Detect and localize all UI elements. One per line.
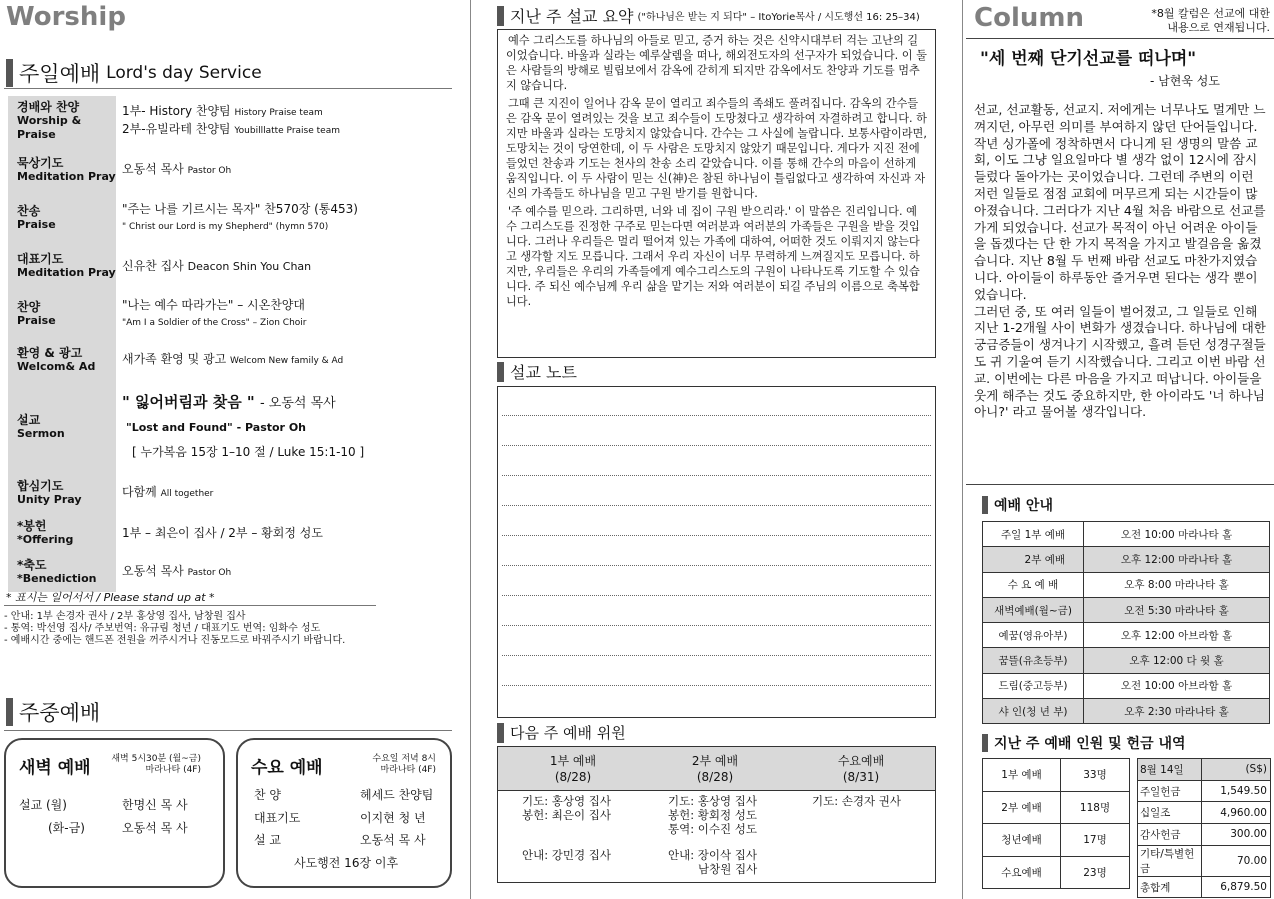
worship-title: Worship: [6, 2, 126, 32]
services-heading: [982, 495, 1053, 515]
section-rule: [966, 484, 1274, 485]
offering-row: 기타/특별헌금 70.00: [1138, 845, 1271, 876]
next-col-head: 1부 예배 (8/28): [549, 754, 597, 784]
order-value-sub: " Christ our Lord is my Shepherd" (hymn 570): [122, 222, 329, 232]
note-line: - 예배시간 중에는 핸드폰 전원을 꺼주시거나 진동모드로 바꿔주시기 바랍니다.: [4, 635, 346, 646]
weekday-service-heading: [6, 697, 100, 727]
order-label-ko: 찬송: [17, 204, 41, 218]
order-label: [8, 290, 116, 338]
order-value-sub: Youbilllatte Praise team: [234, 126, 340, 136]
sermon-notes-heading: [497, 360, 577, 383]
next-week-table: [497, 746, 936, 883]
sermon-summary-box: [497, 29, 936, 358]
order-value-main: 1부 – 최은이 집사 / 2부 – 황회정 성도: [122, 526, 323, 540]
note-line: [502, 445, 931, 446]
order-value: [116, 146, 452, 194]
order-value: [116, 242, 452, 290]
note-line: [502, 685, 931, 686]
order-value-main: "나는 예수 따라가는" – 시온찬양대: [122, 298, 305, 312]
next-col-3: 기도: 손경자 권사: [812, 794, 901, 808]
order-label-ko: 경배와 찬양: [17, 100, 80, 114]
wed-row: 설 교: [254, 833, 281, 847]
order-label: [8, 472, 116, 514]
order-value: [116, 194, 452, 242]
service-times-table: [982, 521, 1270, 724]
order-row-choir: [8, 290, 452, 338]
wed-row: 대표기도: [254, 811, 301, 825]
order-value-sub: Pastor Oh: [187, 568, 232, 578]
offering-row: 주일헌금 1,549.50: [1138, 780, 1271, 802]
next-col-1-usher: 안내: 강민경 집사: [522, 848, 611, 862]
order-label-en: Praise: [17, 218, 56, 231]
sermon-title-en: "Lost and Found" - Pastor Oh: [126, 421, 306, 434]
sermon-title: " 잃어버림과 찾음 " - 오동석 목사: [122, 393, 336, 411]
attendance-row: 청년예배 17명: [983, 824, 1130, 857]
offering-table: [1137, 758, 1271, 898]
heading-rule: [966, 38, 1274, 39]
section-bar: [982, 734, 988, 752]
dawn-row-value: 한명신 목 사: [122, 798, 188, 812]
sunday-service-heading: [6, 58, 262, 88]
order-value-main: 신유찬 집사: [122, 258, 184, 273]
order-value-main: 다함께: [122, 485, 157, 499]
note-line: [502, 595, 931, 596]
offering-row: 총합계 6,879.50: [1138, 876, 1271, 898]
wednesday-service-title: 수요 예배: [251, 758, 323, 778]
service-row: 2부 예배 오후 12:00 마라나타 홀: [983, 547, 1270, 572]
order-label-ko: 묵상기도: [17, 156, 64, 170]
dawn-row-value: 오동석 목 사: [122, 821, 188, 835]
order-row-prayer: [8, 242, 452, 290]
order-value-sub: All together: [160, 489, 214, 499]
stand-up-note: * 표시는 일어서서 / Please stand up at *: [6, 591, 215, 604]
announcement-notes: [4, 611, 345, 647]
service-row: 꿈뜰(유초등부) 오후 12:00 다 윗 홀: [983, 648, 1270, 673]
note-line: [502, 415, 931, 416]
order-value-main: 2부-유빌라테 찬양팀: [122, 122, 231, 136]
order-label-ko: *봉헌: [17, 519, 47, 533]
heading-rule: [4, 88, 452, 89]
next-week-header: [498, 747, 935, 791]
service-row: 드림(중고등부) 오전 10:00 아브라함 홀: [983, 673, 1270, 698]
order-label: [8, 514, 116, 552]
column-author: - 남현욱 성도: [1150, 74, 1220, 88]
section-bar: [497, 6, 504, 26]
order-row-hymn: [8, 194, 452, 242]
summary-subtitle: ("하나님은 받는 지 되다" – ItoYorie목사 / 시도행선 16: 25–34): [637, 12, 920, 23]
attendance-table: [982, 758, 1130, 889]
note-line: [502, 655, 931, 656]
attendance-row: 1부 예배 33명: [983, 759, 1130, 792]
order-label-ko: 대표기도: [17, 252, 64, 266]
order-label-en: Meditation Pray: [17, 266, 116, 279]
summary-heading: [497, 4, 920, 27]
service-row: 샤 인(청 년 부) 오후 2:30 마라나타 홀: [983, 699, 1270, 724]
order-label: [8, 338, 116, 382]
next-col-1: 기도: 홍상영 집사 봉헌: 최은이 집사: [522, 794, 611, 822]
next-col-2-usher: 안내: 장이삭 집사 남창원 집사: [668, 848, 758, 876]
wed-scripture: 사도행전 16장 이후: [294, 856, 399, 870]
order-label: [8, 552, 116, 592]
section-bar: [497, 723, 504, 743]
summary-title: 지난 주 설교 요약: [510, 7, 634, 26]
order-label-ko: 찬양: [17, 300, 41, 314]
note-rule: [4, 605, 376, 606]
section-bar: [982, 496, 988, 514]
order-value: [116, 96, 452, 146]
note-line: - 통역: 박선영 집사/ 주보번역: 유규림 청년 / 대표기도 번역: 임화수 성도: [4, 623, 321, 634]
order-value: [116, 552, 452, 592]
dawn-service-title: 새벽 예배: [19, 758, 91, 778]
column-title: Column: [974, 3, 1084, 33]
dawn-service-time: 새벽 5시30분 (월~금) 마라나타 (4F): [111, 754, 201, 775]
order-label-en: *Offering: [17, 533, 74, 546]
order-row-meditation: [8, 146, 452, 194]
services-title: 예배 안내: [994, 498, 1053, 514]
order-label-en: Meditation Pray: [17, 170, 116, 183]
heading-rule: [4, 730, 452, 731]
weekday-service-title: 주중예배: [19, 701, 101, 725]
column-paragraph: 선교, 선교활동, 선교지. 저에게는 너무나도 멀게만 느껴지던, 아무런 의미를 부여하지 않던 단어들입니다.: [974, 102, 1266, 134]
order-label-ko: *축도: [17, 558, 47, 572]
order-value-main: 오동석 목사: [122, 162, 184, 176]
note-line: [502, 565, 931, 566]
section-bar: [6, 59, 13, 87]
wed-row: 찬 양: [254, 788, 281, 802]
service-row: 수 요 예 배 오후 8:00 마라나타 홀: [983, 572, 1270, 597]
note-line: [502, 475, 931, 476]
order-value: [116, 472, 452, 514]
wednesday-service-box: [236, 738, 452, 888]
column-paragraph: 그러던 중, 또 여러 일들이 벌어졌고, 그 일들로 인해 지난 1-2개월 사이 변화가 생겼습니다. 하나님에 대한 궁금증들이 생겨나기 시작했고, 흘려 듣던 성경구절들도 귀 기울여 듣기 시작했습니다. 그리고 이번 바람 선교. 이번에는 다른 마음을 가지고 떠납니다. 아이들을 웃게 해주는 것도 중요하지만, 한 아이라도 '너 하나님 아니?' 라고 물어볼 생각입니다.: [974, 303, 1266, 420]
sunday-service-title-en: Lord's day Service: [106, 63, 262, 83]
order-label-ko: 설교: [17, 413, 41, 427]
service-row: 주일 1부 예배 오전 10:00 마라나타 홀: [983, 522, 1270, 547]
section-bar: [497, 362, 504, 382]
sermon-preacher: - 오동석 목사: [259, 396, 336, 411]
order-value-main: 1부- History 찬양팀: [122, 104, 231, 118]
order-label: [8, 146, 116, 194]
note-line: [502, 535, 931, 536]
next-col-head: 2부 예배 (8/28): [691, 754, 739, 784]
order-row-worship: [8, 96, 452, 146]
sermon-notes-box[interactable]: [497, 386, 936, 718]
column-headline: "세 번째 단기선교를 떠나며": [980, 49, 1197, 69]
order-value-sub: History Praise team: [234, 108, 323, 118]
order-row-offering: [8, 514, 452, 552]
order-value-sub: "Am I a Soldier of the Cross" – Zion Choir: [122, 318, 307, 328]
sermon-notes-title: 설교 노트: [510, 363, 577, 382]
order-row-unity: [8, 472, 452, 514]
order-value: [116, 382, 452, 472]
attendance-row: 수요예배 23명: [983, 856, 1130, 889]
service-order-table: [8, 96, 452, 592]
summary-paragraph: '주 예수를 믿으라. 그리하면, 너와 네 집이 구원 받으리라.' 이 말씀은 진리입니다. 예수 그리스도를 진정한 구주로 믿는다면 여러분과 여러분의 가족들은 구원을 받을 것입니다. 그러나 우리들은 멀리 떨어져 있는 가족에 대하여, 어떠한 것도 이뤄지지 않는다고 생각할 지도 모릅니다. 그래서 우리 자신이 너무 무력하게 느껴질지도 모릅니다. 하지만, 우리들은 우리의 가족들에게 예수그리스도의 구원이 나타나도록 기도할 수 있습니다. 주 되신 예수님께 우리 삶을 맡기는 저와 여러분이 되길 주님의 이름으로 축복합니다.: [506, 205, 920, 308]
order-label: [8, 96, 116, 146]
wed-row-value: 오동석 목 사: [360, 833, 426, 847]
column-paragraph: 작년 싱가폴에 정착하면서 다니게 된 생명의 말씀 교회, 이도 그냥 일요일마다 별 생각 없이 12시에 잠시 들렀다 돌아가는 곳이었습니다. 그런데 주변의 이런 저런 일들로 점점 교회에 머무르게 되는 시간들이 많아졌습니다. 그러다가 지난 4월 처음 바람으로 선교를 가게 되었습니다. 선교가 목적이 아닌 어려운 아이들을 돕겠다는 단 한 가지 목적을 가지고 발걸음을 옮겼습니다. 지난 8월 두 번째 바람 선교도 마찬가지였습니다. 아이들이 하루동안 즐거우면 된다는 생각 뿐이었습니다.: [974, 135, 1266, 302]
order-label: [8, 382, 116, 472]
order-value-main: "주는 나를 기르시는 목자" 찬570장 (통453): [122, 202, 358, 216]
sermon-reference: [ 누가복음 15장 1–10 절 / Luke 15:1-10 ]: [132, 445, 365, 459]
service-row: 새벽예배(월~금) 오전 5:30 마라나타 홀: [983, 597, 1270, 622]
next-week-heading: [497, 722, 626, 743]
order-label: [8, 242, 116, 290]
dawn-row: 설교 (월): [19, 798, 67, 812]
dawn-service-box: [4, 738, 225, 888]
note-line: [502, 625, 931, 626]
summary-paragraph: 그때 큰 지진이 일어나 감옥 문이 열리고 죄수들의 족쇄도 풀려집니다. 감옥의 간수들은 감옥 문이 열려있는 것을 보고 죄수들이 도망쳤다고 생각하여 자결하려고 합니다. 하지만 바울과 실라는 도망치지 않았습니다. 간수는 그 사실에 놀랍니다. 보통사람이라면, 도망치는 것이 당연한데, 이 두 사람은 도망치지 않았기 때문입니다. 게다가 지진 전에 들었던 찬송과 기도는 천사의 찬송 소리 같았습니다. 이를 통해 간수의 마음이 선하게 움직입니다. 이 두 사람이 믿는 신(神)은 참된 하나님이 틀림없다고 생각하여 자신과 자신의 가족들도 하나님을 믿고 구원 받기를 원합니다.: [506, 97, 927, 200]
order-row-benediction: [8, 552, 452, 592]
order-label-ko: 환영 & 광고: [17, 346, 83, 360]
order-label: [8, 194, 116, 242]
wed-row-value: 이지현 청 년: [360, 811, 426, 825]
order-value: [116, 338, 452, 382]
next-col-head: 수요예배 (8/31): [837, 754, 885, 784]
order-label-ko: 합심기도: [17, 479, 64, 493]
note-line: [502, 505, 931, 506]
next-week-title: 다음 주 예배 위원: [510, 724, 626, 742]
offering-row: 감사헌금 300.00: [1138, 824, 1271, 846]
column-note: *8월 칼럼은 선교에 대한 내용으로 연재됩니다.: [1151, 7, 1270, 34]
attendance-heading: [982, 733, 1186, 753]
order-value-sub: Welcom New family & Ad: [230, 356, 344, 366]
column-divider-2: [962, 0, 963, 899]
order-value: [116, 514, 452, 552]
order-label-en: Welcom& Ad: [17, 360, 96, 373]
order-value-sub: Pastor Oh: [187, 166, 232, 176]
column-body: [974, 102, 1268, 421]
summary-paragraph: 예수 그리스도를 하나님의 아들로 믿고, 증거 하는 것은 신약시대부터 걱는 고난의 길이었습니다. 바울과 실라는 예루살렘을 떠나, 해외전도자의 선구자가 되었습니다. 이 둘은 사람들의 방해로 빌립보에서 감옥에 갇히게 되지만 감옥에서도 찬양과 기도를 멈추지 않습니다.: [506, 34, 927, 92]
column-divider-1: [470, 0, 471, 899]
order-row-sermon: [8, 382, 452, 472]
attendance-row: 2부 예배 118명: [983, 791, 1130, 824]
wed-row-value: 헤세드 찬양팀: [360, 788, 434, 802]
order-label-en: Sermon: [17, 427, 65, 440]
next-col-2: 기도: 홍상영 집사 봉헌: 황회정 성도 통역: 이수진 성도: [668, 794, 757, 836]
offering-row: 십일조 4,960.00: [1138, 802, 1271, 824]
wednesday-service-time: 수요일 저녁 8시 마라나타 (4F): [372, 754, 436, 775]
order-label-en: Unity Pray: [17, 493, 82, 506]
order-row-welcome: [8, 338, 452, 382]
sunday-service-title: 주일예배: [19, 62, 101, 86]
order-value: [116, 290, 452, 338]
service-row: 예꿈(영유아부) 오후 12:00 아브라함 홀: [983, 623, 1270, 648]
section-bar: [6, 698, 13, 726]
offering-header-row: 8월 14일 (S$): [1138, 759, 1271, 781]
order-value-sub: Deacon Shin You Chan: [187, 259, 312, 273]
dawn-row: (화-금): [48, 821, 85, 835]
order-label-en: *Benediction: [17, 572, 97, 585]
order-label-en: Worship & Praise: [17, 114, 82, 141]
order-value-main: 오동석 목사: [122, 564, 184, 578]
note-line: - 안내: 1부 손경자 권사 / 2부 홍상영 집사, 남창원 집사: [4, 611, 246, 622]
attendance-title: 지난 주 예배 인원 및 헌금 내역: [994, 736, 1186, 752]
order-value-main: 새가족 환영 및 광고: [122, 352, 227, 366]
order-label-en: Praise: [17, 314, 56, 327]
